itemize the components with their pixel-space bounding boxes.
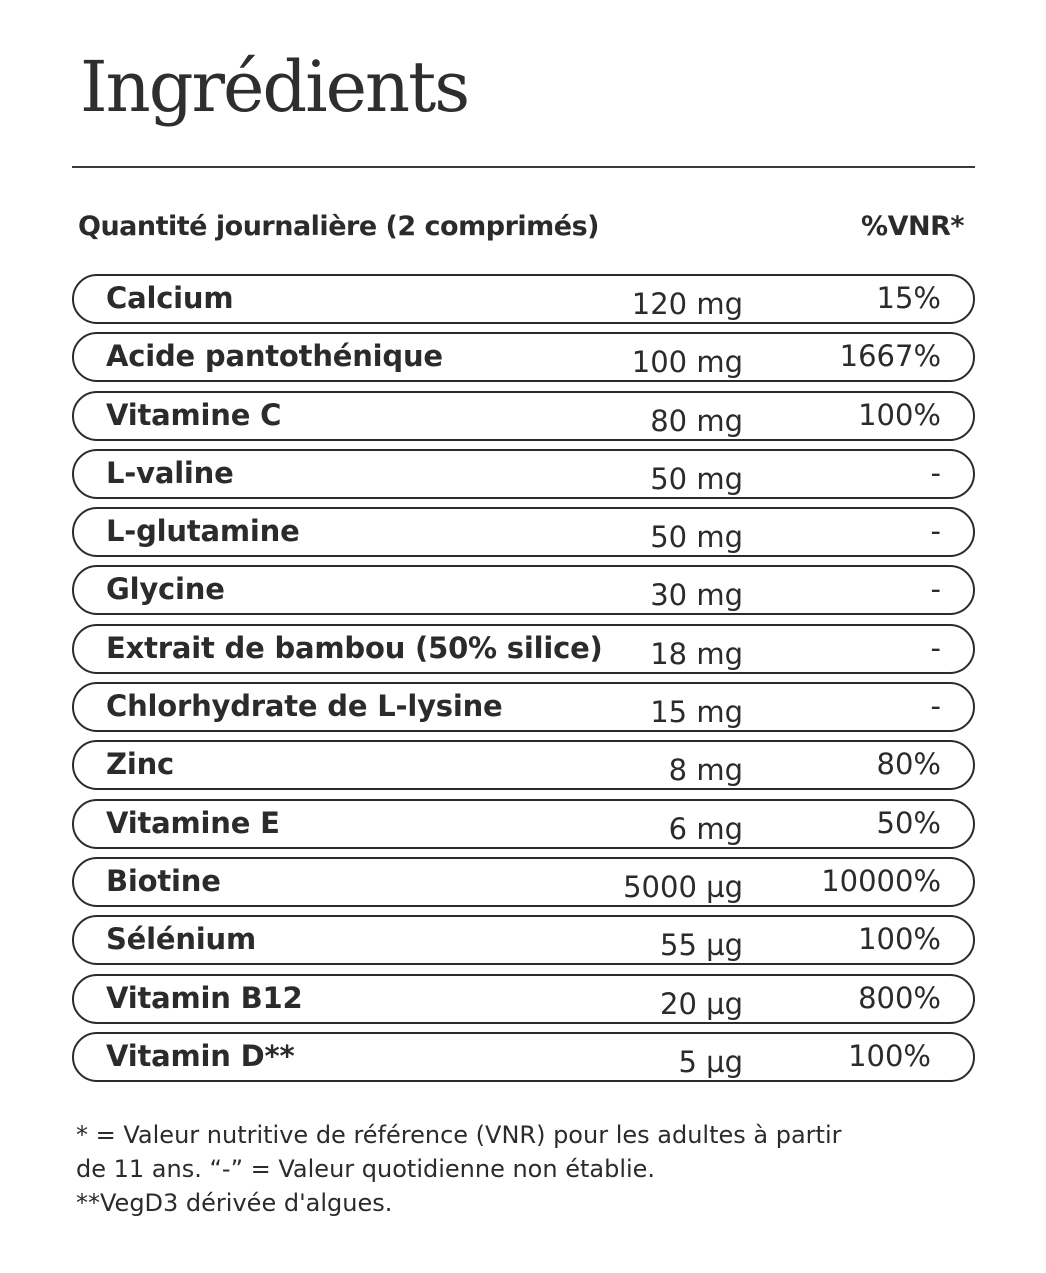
table-row xyxy=(72,274,975,324)
table-row xyxy=(72,682,975,732)
ingredient-name: Acide pantothénique xyxy=(106,339,443,374)
table-row xyxy=(72,391,975,441)
ingredient-amount: 50 mg xyxy=(650,520,743,555)
footnote-vnr-definition: * = Valeur nutritive de référence (VNR) pour les adultes à partir xyxy=(76,1121,842,1149)
ingredient-amount: 5000 µg xyxy=(623,869,743,904)
table-row xyxy=(72,1032,975,1082)
ingredient-vnr: 100% xyxy=(848,1038,931,1073)
ingredient-vnr: 800% xyxy=(858,980,941,1015)
ingredient-name: Biotine xyxy=(106,863,221,898)
ingredient-name: Vitamin D** xyxy=(106,1038,295,1073)
vnr-column-header: %VNR* xyxy=(861,210,964,242)
footnote-vegd3: **VegD3 dérivée d'algues. xyxy=(76,1189,393,1217)
ingredient-vnr: 80% xyxy=(876,747,941,782)
ingredient-name: Vitamin B12 xyxy=(106,980,303,1015)
table-row xyxy=(72,565,975,615)
ingredient-name: Vitamine E xyxy=(106,805,280,840)
ingredient-vnr: - xyxy=(930,514,941,549)
ingredient-amount: 5 µg xyxy=(678,1044,743,1079)
table-row xyxy=(72,332,975,382)
ingredient-amount: 8 mg xyxy=(668,753,743,788)
table-row xyxy=(72,799,975,849)
ingredient-vnr: 100% xyxy=(858,397,941,432)
ingredient-amount: 30 mg xyxy=(650,578,743,613)
ingredient-amount: 18 mg xyxy=(650,636,743,671)
table-row xyxy=(72,507,975,557)
ingredient-name: Extrait de bambou (50% silice) xyxy=(106,630,603,665)
page-title: Ingrédients xyxy=(80,46,469,128)
ingredient-name: Sélénium xyxy=(106,922,257,957)
ingredient-name: Glycine xyxy=(106,572,225,607)
ingredient-name: Chlorhydrate de L-lysine xyxy=(106,689,503,724)
ingredient-amount: 100 mg xyxy=(631,345,743,380)
ingredient-amount: 15 mg xyxy=(650,695,743,730)
title-divider xyxy=(72,166,975,168)
table-row xyxy=(72,857,975,907)
ingredient-vnr: 50% xyxy=(876,805,941,840)
ingredient-amount: 50 mg xyxy=(650,461,743,496)
ingredient-name: Vitamine C xyxy=(106,397,282,432)
ingredient-vnr: 10000% xyxy=(821,863,941,898)
ingredient-amount: 120 mg xyxy=(631,287,743,321)
ingredient-amount: 6 mg xyxy=(668,811,743,846)
ingredient-amount: 55 µg xyxy=(660,928,743,963)
table-header xyxy=(78,206,964,246)
ingredient-amount: 20 µg xyxy=(660,986,743,1021)
ingredient-name: L-valine xyxy=(106,455,234,490)
ingredient-vnr: - xyxy=(930,455,941,490)
table-row xyxy=(72,974,975,1024)
ingredients-table xyxy=(72,274,975,1090)
ingredient-name: Zinc xyxy=(106,747,175,782)
table-row xyxy=(72,740,975,790)
quantity-column-header: Quantité journalière (2 comprimés) xyxy=(78,210,599,242)
table-row xyxy=(72,624,975,674)
ingredient-amount: 80 mg xyxy=(650,403,743,438)
footnotes xyxy=(76,1118,976,1220)
ingredient-name: Calcium xyxy=(106,281,234,315)
footnote-vnr-definition-cont: de 11 ans. “-” = Valeur quotidienne non établie. xyxy=(76,1155,656,1183)
ingredient-vnr: 15% xyxy=(876,281,941,315)
table-row xyxy=(72,449,975,499)
ingredient-vnr: - xyxy=(930,689,941,724)
ingredient-vnr: 100% xyxy=(858,922,941,957)
ingredient-vnr: - xyxy=(930,572,941,607)
ingredient-vnr: - xyxy=(930,630,941,665)
ingredient-vnr: 1667% xyxy=(839,339,941,374)
ingredient-name: L-glutamine xyxy=(106,514,300,549)
table-row xyxy=(72,915,975,965)
